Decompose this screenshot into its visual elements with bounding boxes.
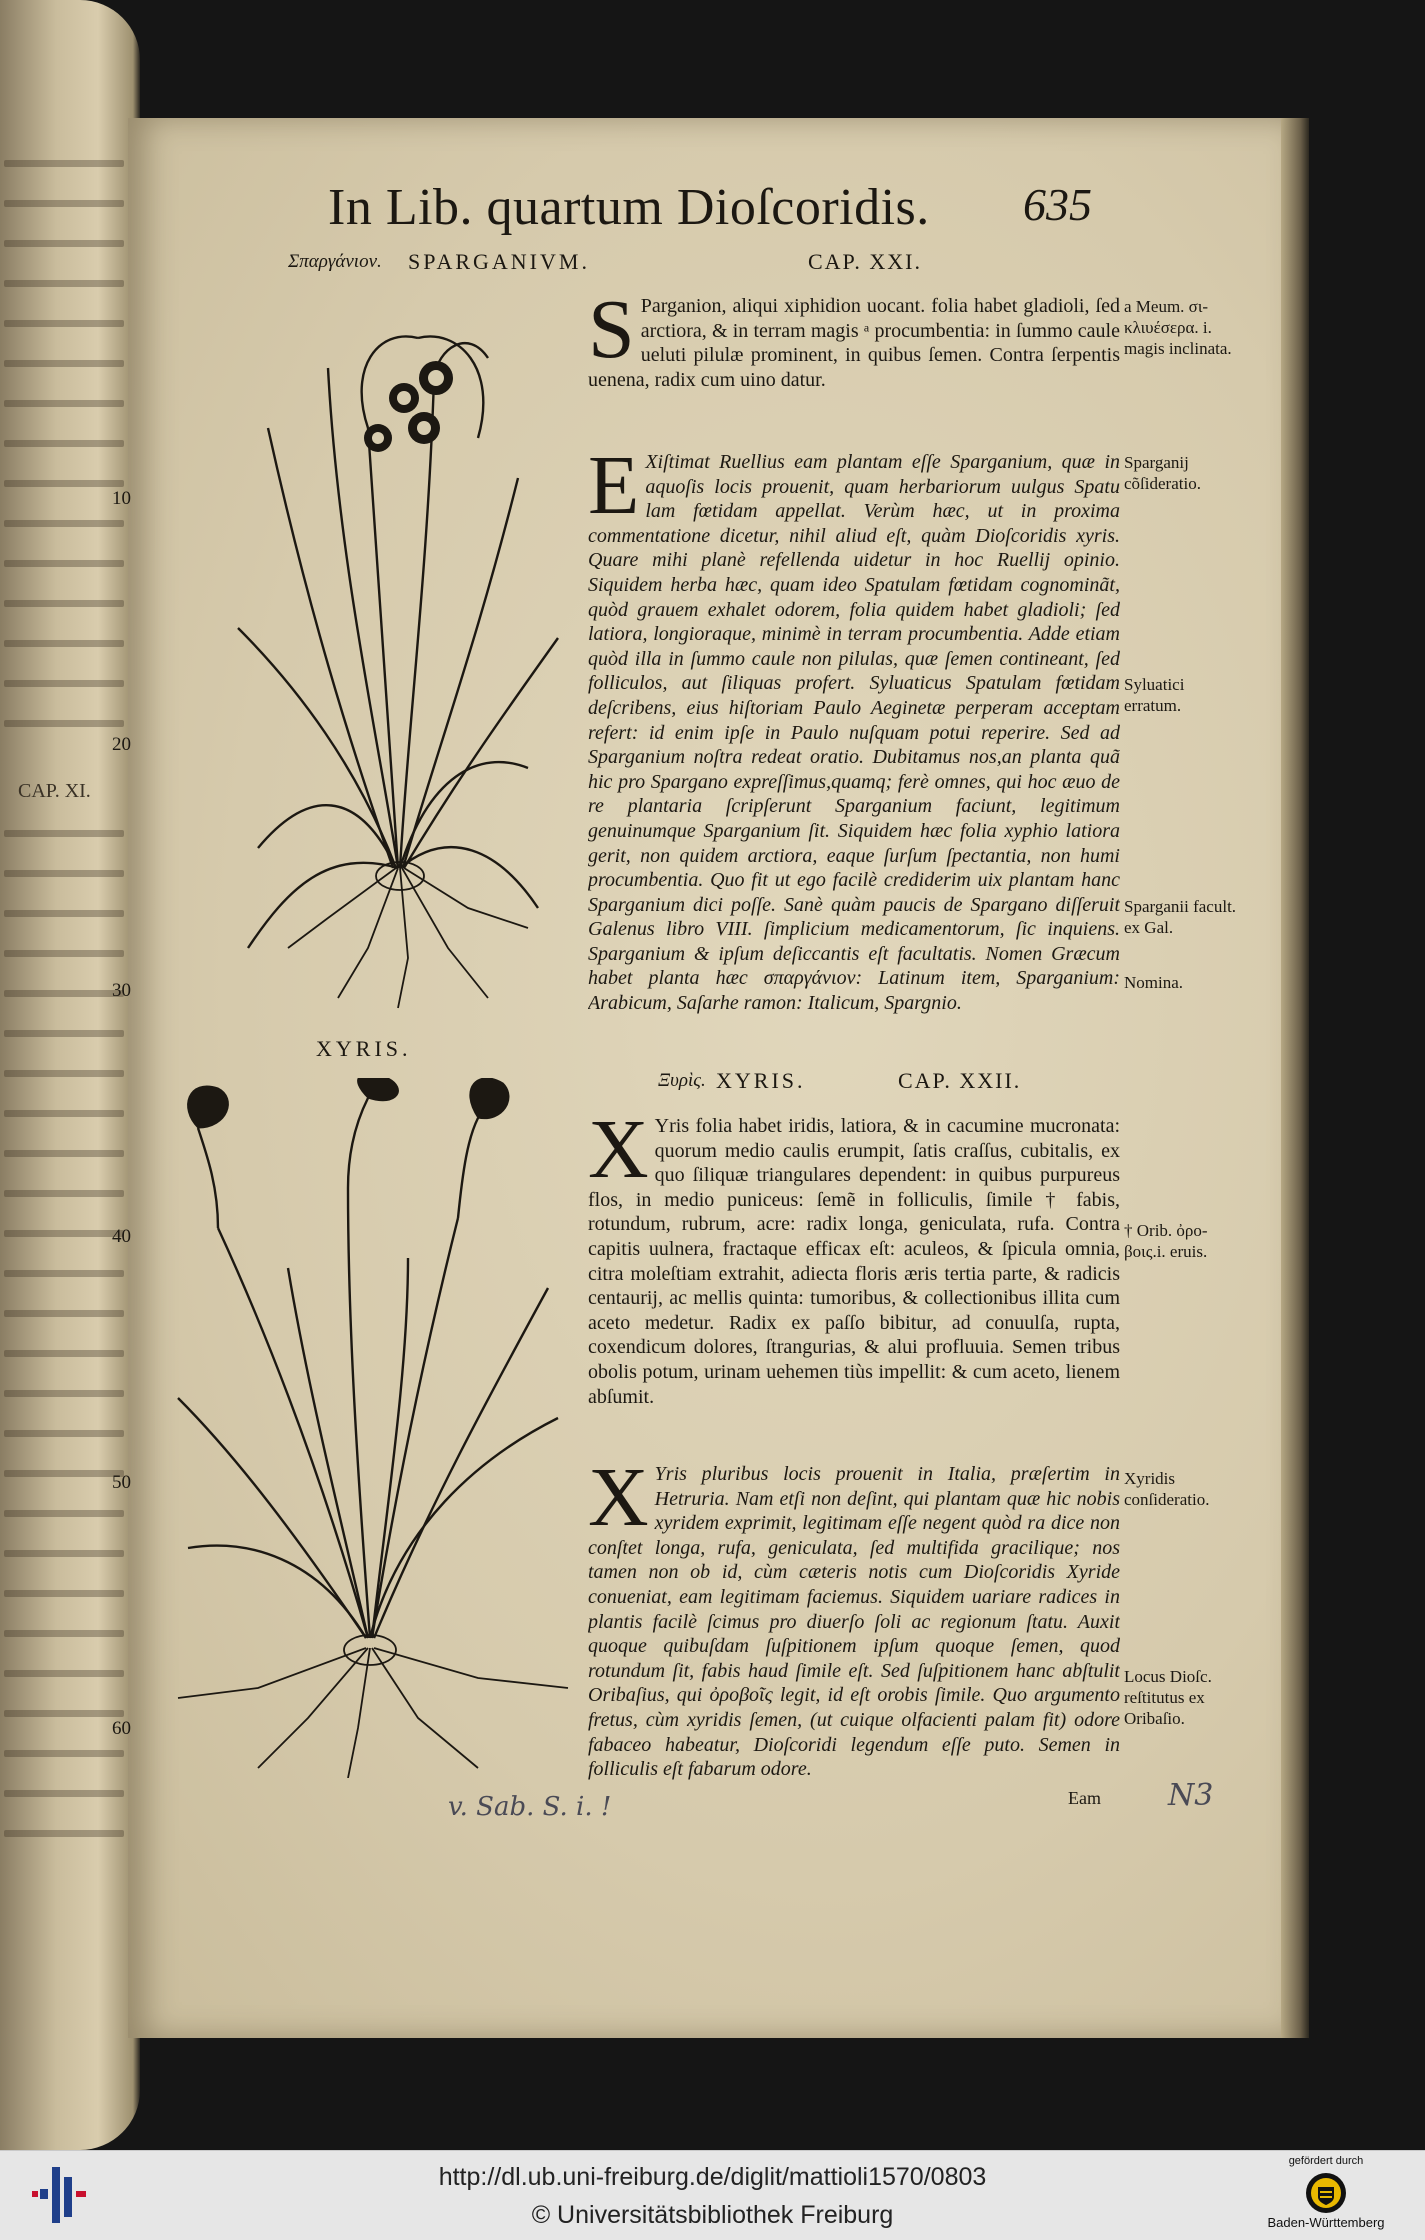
left-page-edge [0, 0, 140, 2150]
ghost-text-line [4, 1470, 124, 1477]
chapter-number: CAP. XXII. [898, 1068, 1022, 1093]
commentary-text-body: Yris pluribus locis prouenit in Italia, præſertim in Hetruria. Nam etſi non deſint, qui plantam quæ hic nobis xyridem exprimit, legitimam eſſe negent quòd ra dice non conſtet longa, rufa, geniculata, ſed multifida gracilique; nos tamen non ob id, cùm cæteris notis cum Dioſcoridis Xyride conueniat, eam legitimam faciemus. Siquidem uariare radices in plantis facilè ſcimus pro diuerſo ſoli ac regionum ſtatu. Auxit quoque quibuſdam ſuſpitionem ipſum quoque ſemen, quod rotundum ſit, fabis haud ſimile eſt. Sed ſuſpitionem hanc abſtulit Oribaſius, qui ὀροβοῖς legit, id eſt orobis ſimile. Quo argumento fretus, cùm xyridis ſemen, (ut cuique olfacienti palam fit) odore fabaceo habeatur, Dioſcoridi legendum eſſe puto. Semen in folliculis eſt fabarum odore. [588, 1463, 1120, 1781]
margin-note: Nomina. [1124, 973, 1184, 992]
ghost-text-line [4, 640, 124, 647]
ghost-text-line [4, 280, 124, 287]
book-page [112, 118, 1281, 2038]
catchword: Eam [1068, 1788, 1101, 1808]
ghost-text-line [4, 830, 124, 837]
ghost-text-line [4, 1270, 124, 1277]
ghost-text-line [4, 1230, 124, 1237]
sponsor-block [1238, 2155, 1414, 2230]
plant-caption: XYRIS. [316, 1036, 412, 1061]
ghost-text-line [4, 1070, 124, 1077]
ghost-text-line [4, 1350, 124, 1357]
chapter-greek-title: Σπαργάνιον. [288, 251, 382, 272]
chapter-number: CAP. XXI. [808, 249, 922, 274]
ghost-text-line [4, 1150, 124, 1157]
commentary-text-body: Xiſtimat Ruellius eam plantam eſſe Sparganium, quæ in aquoſis locis prouenit, quam herbariorum uulgus Spatu lam fœtidam appellat. Verùm hæc, ut in proxima commentatione dicetur, nihil aliud eſt, quàm Dioſcoridis xyris. Quare mihi planè refellenda uidetur in hoc Ruellij opinio. Siquidem herba hæc, quam ideo Spatulam fœtidam cognominãt, quòd grauem exhalet odorem, folia quidem habet gladioli; ſed latiora, longioraque, minimè in terram procumbentia. Adde etiam quòd illa in ſummo caule non pilulas, quæ ſemen contineant, ſed folliculos, aut ſiliquas profert. Syluaticus Spatulam fœtidam deſcribens, eius hiſtoriam Paulo Aeginetæ perperam acceptam refert: id enim ipſe in Paulo nuſquam potui reperire. Sed ad Sparganium noſtra redeat oratio. Dubitamus nos,an planta quã hic pro Spargano expreſſimus,quamq; ferè omnes, qui hoc æuo de re plantaria ſcripſerunt Sparganium faciunt, legitimum genuinumque Sparganium ſit. Siquidem hæc folia xyphio latiora gerit, non quidem arctiora, eaque ſurſum ſpectantia, non humi procumbentia. Quo fit ut ego facilè crediderim uix plantam hanc Sparganium dici poſſe. Sanè quàm paucis de Spargano diſſeruit Galenus libro VIII. ſimplicium medicamentorum, ſic inquiens. Sparganium & ipſum deſiccantis eſt facultatis. Nomen Græcum habet planta hæc σπαργάνιον: Latinum item, Sparganium: Arabicum, Saſarhe ramon: Italicum, Spargnio. [588, 451, 1120, 1015]
margin-note: Sparganii facult. ex Gal. [1124, 897, 1237, 937]
ghost-text-line [4, 1830, 124, 1837]
ghost-text-line [4, 1110, 124, 1117]
chapter-greek-title: Ξυρὶς. [658, 1070, 706, 1091]
ghost-text-line [4, 600, 124, 607]
ghost-text-line [4, 950, 124, 957]
margin-note: a Meum. σι-κλιυέσερα. i. magis inclinata. [1124, 297, 1232, 358]
state-crest-icon [1304, 2171, 1348, 2215]
drop-cap: X [588, 1114, 649, 1196]
copyright-notice: © Universitätsbibliothek Freiburg [531, 2201, 894, 2229]
line-number: 40 [112, 1226, 131, 1247]
ghost-text-line [4, 440, 124, 447]
running-title: In Lib. quartum Dioſcoridis. [328, 179, 930, 236]
page-number: 635 [1023, 179, 1092, 230]
line-number: 30 [112, 980, 131, 1001]
drop-cap: E [588, 450, 640, 532]
line-number: 50 [112, 1472, 131, 1493]
ghost-text-line [4, 320, 124, 327]
line-number: 20 [112, 734, 131, 755]
sponsor-top-label: gefördert durch [1288, 2155, 1364, 2167]
ghost-text-line [4, 1310, 124, 1317]
chapter-title: XYRIS. [716, 1068, 806, 1093]
drop-cap: S [588, 294, 635, 376]
ghost-text-line [4, 990, 124, 997]
ghost-text-line [4, 1590, 124, 1597]
margin-note: Sparganij cõſideratio. [1124, 453, 1201, 493]
ghost-text-line [4, 1030, 124, 1037]
ghost-text-line [4, 1630, 124, 1637]
ghost-text-line [4, 360, 124, 367]
line-number: 10 [112, 488, 131, 509]
drop-cap: X [588, 1462, 649, 1544]
ghost-text-line [4, 200, 124, 207]
left-page-chapter-label: CAP. XI. [18, 780, 91, 802]
ghost-text-line [4, 400, 124, 407]
ghost-text-line [4, 870, 124, 877]
ghost-text-line [4, 1390, 124, 1397]
handwritten-signature: v. Sab. S. i. ! [448, 1792, 612, 1822]
ghost-text-line [4, 1430, 124, 1437]
ghost-text-line [4, 910, 124, 917]
permalink-url[interactable]: http://dl.ub.uni-freiburg.de/diglit/mattioli1570/0803 [438, 2163, 987, 2191]
ghost-text-line [4, 1190, 124, 1197]
chapter-title: SPARGANIVM. [408, 249, 590, 274]
margin-note: † Orib. ὀρο-βοις.i. eruis. [1124, 1221, 1208, 1261]
ghost-text-line [4, 1750, 124, 1757]
margin-note: Xyridis conſideratio. [1124, 1469, 1210, 1509]
chapter-text-body: Parganion, aliqui xiphidion uocant. folia habet gladioli, ſed arctiora, & in terram magis ᵃ procumbentia: in ſummo caule ueluti pilulæ prominent, in quibus ſemen. Contra ſerpentis uenena, radix cum uino datur. [588, 295, 1120, 391]
xyris-woodcut-illustration [158, 1078, 578, 1778]
ghost-text-line [4, 1670, 124, 1677]
ghost-text-line [4, 240, 124, 247]
ghost-text-line [4, 720, 124, 727]
handwritten-mark: N3 [1168, 1778, 1214, 1813]
line-number: 60 [112, 1718, 131, 1739]
ghost-text-line [4, 160, 124, 167]
ghost-text-line [4, 480, 124, 487]
ghost-text-line [4, 680, 124, 687]
margin-note: Syluatici erratum. [1124, 675, 1185, 715]
commentary-text [588, 1462, 1120, 1786]
chapter-text [588, 294, 1120, 424]
ghost-text-line [4, 1550, 124, 1557]
page-edge [1281, 118, 1309, 2038]
ghost-text-line [4, 1790, 124, 1797]
ghost-text-line [4, 1510, 124, 1517]
ghost-text-line [4, 560, 124, 567]
chapter-text-body: Yris folia habet iridis, latiora, & in cacumine mucronata: quorum medio caulis erumpit, ſatis craſſus, cubitalis, ex quo ſiliquæ triangulares dependent: in quibus purpureus flos, in medio puniceus: ſemẽ in folliculis, ſimile † fabis, rotundum, rubrum, acre: radix longa, geniculata, rufa. Contra capitis uulnera, fractaque efficax eſt: aculeos, & ſpicula omnia, citra moleſtiam extrahit, adiecta floris æris tertia parte, & radicis centaurij, ac mellis quinta: tumoribus, & collectionibus illita cum aceto medetur. Radix ex paſſo bibitur, ad conuulſa, rupta, coxendicum dolores, ſtrangurias, & alui profluuia. Semen tribus obolis potum, urinam uehemen tiùs impellit: & cum aceto, lienem abſumit. [588, 1115, 1120, 1408]
sparganium-woodcut-illustration [228, 308, 568, 1018]
commentary-text [588, 450, 1120, 1040]
viewer-footer [0, 2150, 1425, 2240]
ghost-text-line [4, 1710, 124, 1717]
sponsor-bottom-label: Baden-Württemberg [1267, 2215, 1385, 2230]
chapter-text [588, 1114, 1120, 1446]
ghost-text-line [4, 520, 124, 527]
margin-note: Locus Dioſc. reſtitutus ex Oribaſio. [1124, 1667, 1212, 1728]
